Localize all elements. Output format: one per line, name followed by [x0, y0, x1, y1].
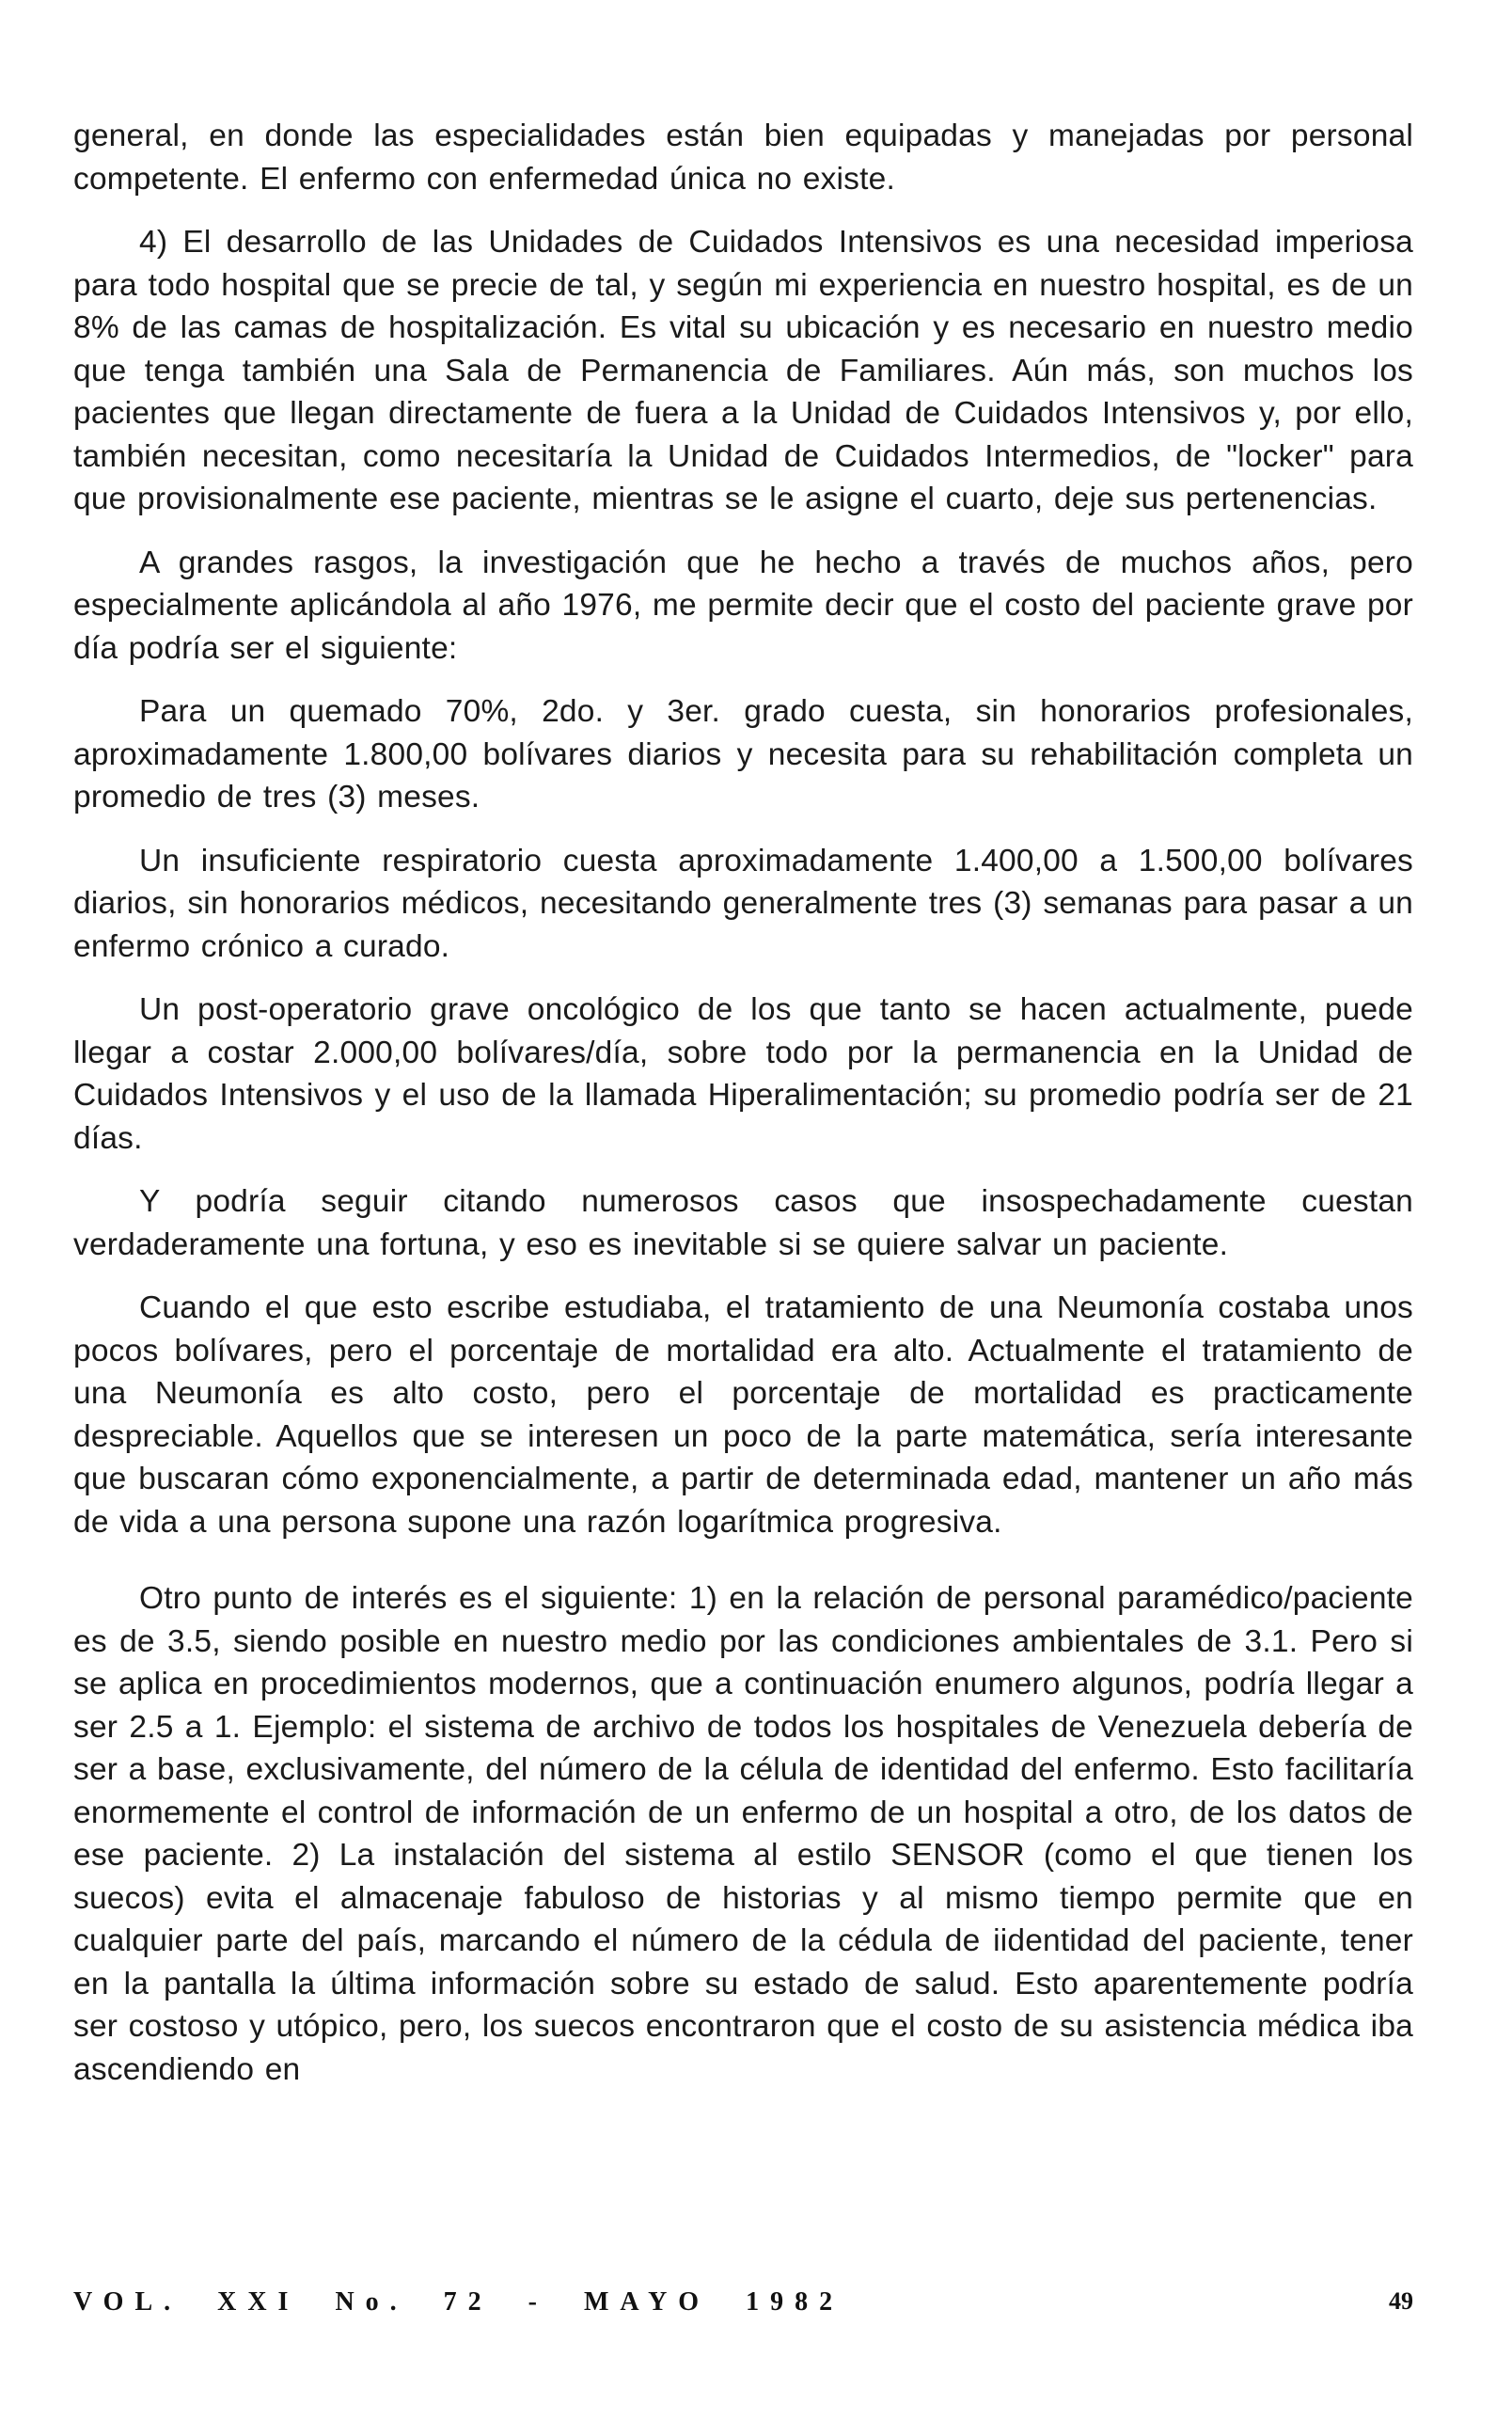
page-footer — [73, 2287, 1413, 2325]
paragraph-point-4: 4) El desarrollo de las Unidades de Cuidados Intensivos es una necesidad imperiosa para todo hospital que se precie de tal, y según mi experiencia en nuestro hospital, es de un 8% de las camas de hospitalización. Es vital su ubicación y es necesario en nuestro medio que tenga también una Sala de Permanencia de Familiares. Aún más, son muchos los pacientes que llegan directamente de fuera a la Unidad de Cuidados Intensivos y, por ello, también necesitan, como necesitaría la Unidad de Cuidados Intermedios, de "locker" para que provisionalmente ese paciente, mientras se le asigne el cuarto, deje sus pertenencias. — [73, 225, 1413, 516]
paragraph-respiratory-case: Un insuficiente respiratorio cuesta aproximadamente 1.400,00 a 1.500,00 bolívares diarios, sin honorarios médicos, necesitando generalmente tres (3) semanas para pasar a un enfermo crónico a curado. — [73, 843, 1413, 964]
paragraph-pneumonia: Cuando el que esto escribe estudiaba, el tratamiento de una Neumonía costaba unos pocos bolívares, pero el porcentaje de mortalidad era alto. Actualmente el tratamiento de una Neumonía es alto costo, pero el porcentaje de mortalidad es practicamente despreciable. Aquellos que se interesen un poco de la parte matemática, sería interesante que buscaran cómo exponencialmente, a partir de determinada edad, mantener un año más de vida a una persona supone una razón logarítmica progresiva. — [73, 1290, 1413, 1540]
paragraph-other-cases: Y podría seguir citando numerosos casos que insospechadamente cuestan verdaderamente una fortuna, y eso es inevitable si se quiere salvar un paciente. — [73, 1184, 1413, 1262]
paragraph-burn-case: Para un quemado 70%, 2do. y 3er. grado cuesta, sin honorarios profesionales, aproximadamente 1.800,00 bolívares diarios y necesita para su rehabilitación completa un promedio de tres (3) meses. — [73, 694, 1413, 815]
paragraph-research: A grandes rasgos, la investigación que he hecho a través de muchos años, pero especialmente aplicándola al año 1976, me permite decir que el costo del paciente grave por día podría ser el siguiente: — [73, 545, 1413, 666]
paragraph-intro-continuation: general, en donde las especialidades están bien equipadas y manejadas por personal competente. El enfermo con enfermedad única no existe. — [73, 119, 1413, 197]
paragraph-oncology-case: Un post-operatorio grave oncológico de los que tanto se hacen actualmente, puede llegar a costar 2.000,00 bolívares/día, sobre todo por la permanencia en la Unidad de Cuidados Intensivos y el uso de la llamada Hiperalimentación; su promedio podría ser de 21 días. — [73, 992, 1413, 1156]
paragraph-staff-ratio: Otro punto de interés es el siguiente: 1) en la relación de personal paramédico/paciente es de 3.5, siendo posible en nuestro medio por las condiciones ambientales de 3.1. Pero si se aplica en procedimientos modernos, que a continuación enumero algunos, podría llegar a ser 2.5 a 1. Ejemplo: el sistema de archivo de todos los hospitales de Venezuela debería de ser a base, exclusivamente, del número de la célula de identidad del enfermo. Esto facilitaría enormemente el control de información de un enfermo de un hospital a otro, de los datos de ese paciente. 2) La instalación del sistema al estilo SENSOR (como el que tienen los suecos) evita el almacenaje fabuloso de historias y al mismo tiempo permite que en cualquier parte del país, marcando el número de la cédula de iidentidad del paciente, tener en la pantalla la última información sobre su estado de salud. Esto aparentemente podría ser costoso y utópico, pero, los suecos encontraron que el costo de su asistencia médica iba ascendiendo en — [73, 1581, 1413, 2087]
page-body — [73, 115, 1413, 2112]
journal-reference: VOL. XXI No. 72 - MAYO 1982 — [73, 2287, 844, 2317]
page-number: 49 — [1389, 2287, 1413, 2315]
